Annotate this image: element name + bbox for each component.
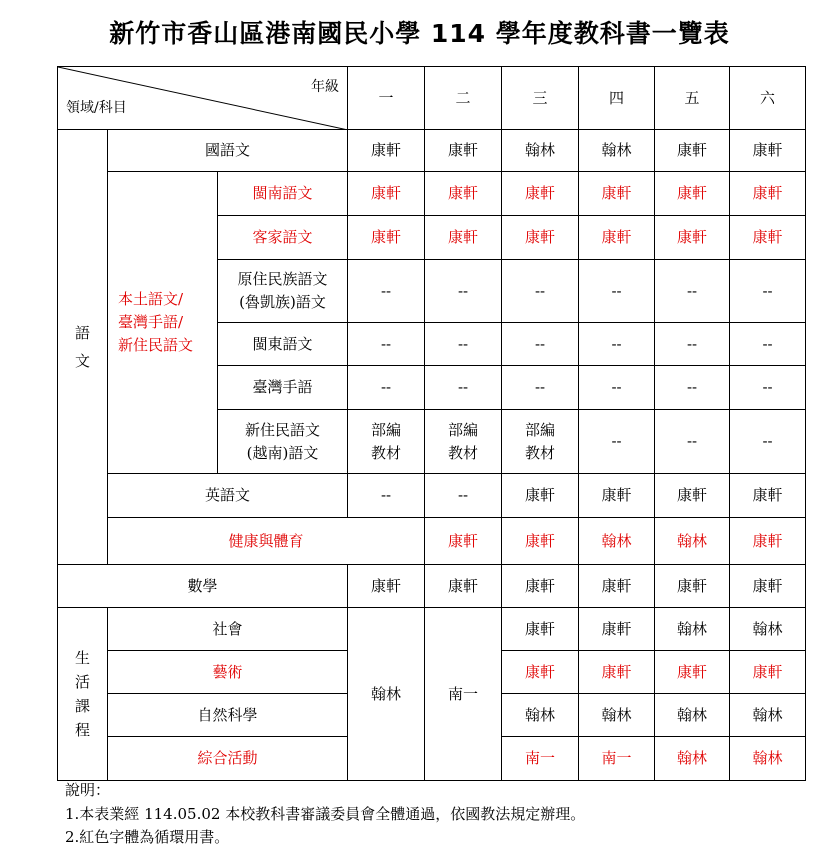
publisher-cell: 康軒	[425, 518, 502, 565]
subject-cell: 英語文	[108, 474, 348, 518]
table-row	[58, 172, 806, 216]
publisher-cell: --	[502, 323, 579, 366]
publisher-cell: 康軒	[348, 216, 425, 260]
publisher-cell: 康軒	[655, 565, 730, 608]
publisher-cell: 康軒	[502, 216, 579, 260]
subject-line: 新住民語文	[245, 420, 321, 439]
publisher-cell: 翰林	[579, 130, 655, 172]
subject-cell: 綜合活動	[108, 737, 348, 781]
publisher-cell: 翰林	[730, 608, 806, 651]
publisher-cell: 康軒	[502, 565, 579, 608]
publisher-cell: --	[730, 260, 806, 323]
publisher-cell: 康軒	[655, 474, 730, 518]
publisher-cell: 康軒	[579, 651, 655, 694]
publisher-cell: --	[348, 260, 425, 323]
publisher-cell: --	[579, 410, 655, 474]
publisher-cell: 翰林	[730, 694, 806, 737]
publisher-cell: 康軒	[579, 565, 655, 608]
subject-line: (魯凱族)語文	[239, 293, 326, 311]
publisher-cell	[425, 410, 502, 474]
subject-cell: 客家語文	[218, 216, 348, 260]
table-row	[58, 565, 806, 608]
publisher-cell: 康軒	[579, 608, 655, 651]
publisher-cell: 康軒	[348, 172, 425, 216]
publisher-line: 部編	[448, 420, 479, 439]
publisher-cell: 康軒	[579, 216, 655, 260]
native-group-line: 臺灣手語/	[118, 313, 184, 331]
publisher-cell: 康軒	[655, 172, 730, 216]
publisher-cell: --	[579, 323, 655, 366]
page-title: 新竹市香山區港南國民小學 114 學年度教科書一覽表	[109, 19, 730, 48]
publisher-line: 部編	[371, 420, 402, 439]
publisher-cell: --	[655, 366, 730, 410]
publisher-cell: 康軒	[502, 518, 579, 565]
publisher-cell: 翰林	[579, 694, 655, 737]
publisher-cell: 康軒	[348, 565, 425, 608]
publisher-cell: 康軒	[425, 216, 502, 260]
publisher-cell: 康軒	[502, 608, 579, 651]
notes	[65, 779, 585, 850]
publisher-cell: --	[655, 410, 730, 474]
subject-line: 原住民族語文	[237, 270, 328, 288]
publisher-cell: 翰林	[655, 737, 730, 781]
life-grade2-cell: 南一	[425, 608, 502, 781]
publisher-cell: --	[655, 260, 730, 323]
subject-cell: 臺灣手語	[218, 366, 348, 410]
header-diagonal-cell	[58, 67, 348, 130]
publisher-cell: 南一	[502, 737, 579, 781]
notes-heading: 說明：	[65, 781, 111, 799]
publisher-cell: 康軒	[730, 651, 806, 694]
publisher-line: 部編	[525, 420, 556, 439]
subject-cell: 閩東語文	[218, 323, 348, 366]
grade-label: 年級	[311, 79, 340, 95]
publisher-cell: 翰林	[655, 608, 730, 651]
publisher-cell: --	[502, 366, 579, 410]
publisher-cell: 康軒	[730, 130, 806, 172]
notes-line: 2.紅色字體為循環用書。	[65, 828, 230, 846]
publisher-cell: --	[730, 323, 806, 366]
textbook-table	[57, 66, 806, 781]
grade-header: 一	[348, 67, 425, 130]
publisher-cell: 康軒	[579, 474, 655, 518]
grade-header: 五	[655, 67, 730, 130]
subject-cell: 健康與體育	[108, 518, 425, 565]
publisher-line: 教材	[525, 443, 556, 462]
subject-label: 領域/科目	[66, 100, 127, 116]
publisher-cell: 康軒	[730, 518, 806, 565]
publisher-cell	[502, 410, 579, 474]
life-group-char: 程	[74, 721, 90, 739]
publisher-line: 教材	[448, 443, 479, 462]
life-group-char: 課	[74, 697, 90, 715]
publisher-cell: 翰林	[502, 694, 579, 737]
publisher-cell: 康軒	[655, 651, 730, 694]
publisher-cell: --	[502, 260, 579, 323]
language-group-cell	[58, 130, 108, 565]
subject-cell: 數學	[58, 565, 348, 608]
publisher-cell: 南一	[579, 737, 655, 781]
native-group-cell	[108, 172, 218, 474]
publisher-cell: --	[730, 410, 806, 474]
publisher-cell: 康軒	[730, 216, 806, 260]
publisher-cell: --	[425, 366, 502, 410]
subject-cell: 閩南語文	[218, 172, 348, 216]
publisher-cell: --	[425, 323, 502, 366]
subject-cell: 社會	[108, 608, 348, 651]
subject-cell: 國語文	[108, 130, 348, 172]
grade-header: 三	[502, 67, 579, 130]
table-row	[58, 474, 806, 518]
header-row	[58, 67, 806, 130]
publisher-cell: 康軒	[730, 172, 806, 216]
publisher-cell: 翰林	[655, 694, 730, 737]
publisher-cell: 康軒	[730, 474, 806, 518]
publisher-cell: 康軒	[730, 565, 806, 608]
publisher-cell: 康軒	[425, 172, 502, 216]
publisher-cell	[348, 410, 425, 474]
publisher-cell: --	[348, 474, 425, 518]
publisher-cell: 翰林	[579, 518, 655, 565]
grade-header: 四	[579, 67, 655, 130]
grade-header: 六	[730, 67, 806, 130]
publisher-cell: --	[655, 323, 730, 366]
publisher-cell: 康軒	[579, 172, 655, 216]
table-row	[58, 608, 806, 651]
publisher-cell: --	[348, 323, 425, 366]
publisher-cell: 康軒	[348, 130, 425, 172]
native-group-line: 新住民語文	[118, 336, 194, 354]
publisher-line: 教材	[371, 443, 402, 462]
publisher-cell: 翰林	[655, 518, 730, 565]
native-group-line: 本土語文/	[118, 290, 184, 308]
subject-cell: 自然科學	[108, 694, 348, 737]
publisher-cell: 康軒	[655, 130, 730, 172]
life-group-char: 活	[74, 673, 90, 691]
publisher-cell: --	[348, 366, 425, 410]
grade-header: 二	[425, 67, 502, 130]
publisher-cell: 康軒	[655, 216, 730, 260]
publisher-cell: --	[579, 366, 655, 410]
subject-line: (越南)語文	[246, 443, 319, 462]
publisher-cell: 翰林	[502, 130, 579, 172]
life-group-char: 生	[74, 649, 90, 667]
subject-cell	[218, 410, 348, 474]
language-group-label: 語文	[75, 324, 91, 370]
publisher-cell: 康軒	[502, 172, 579, 216]
publisher-cell: --	[425, 474, 502, 518]
subject-cell: 藝術	[108, 651, 348, 694]
publisher-cell: 翰林	[730, 737, 806, 781]
notes-line: 1.本表業經 114.05.02 本校教科書審議委員會全體通過，依國教法規定辦理。	[65, 804, 586, 823]
life-group-cell	[58, 608, 108, 781]
publisher-cell: 康軒	[425, 130, 502, 172]
publisher-cell: --	[579, 260, 655, 323]
publisher-cell: 康軒	[502, 474, 579, 518]
publisher-cell: 康軒	[425, 565, 502, 608]
table-row	[58, 518, 806, 565]
publisher-cell: --	[730, 366, 806, 410]
subject-cell	[218, 260, 348, 323]
publisher-cell: --	[425, 260, 502, 323]
life-grade1-cell: 翰林	[348, 608, 425, 781]
publisher-cell: 康軒	[502, 651, 579, 694]
table-row	[58, 130, 806, 172]
